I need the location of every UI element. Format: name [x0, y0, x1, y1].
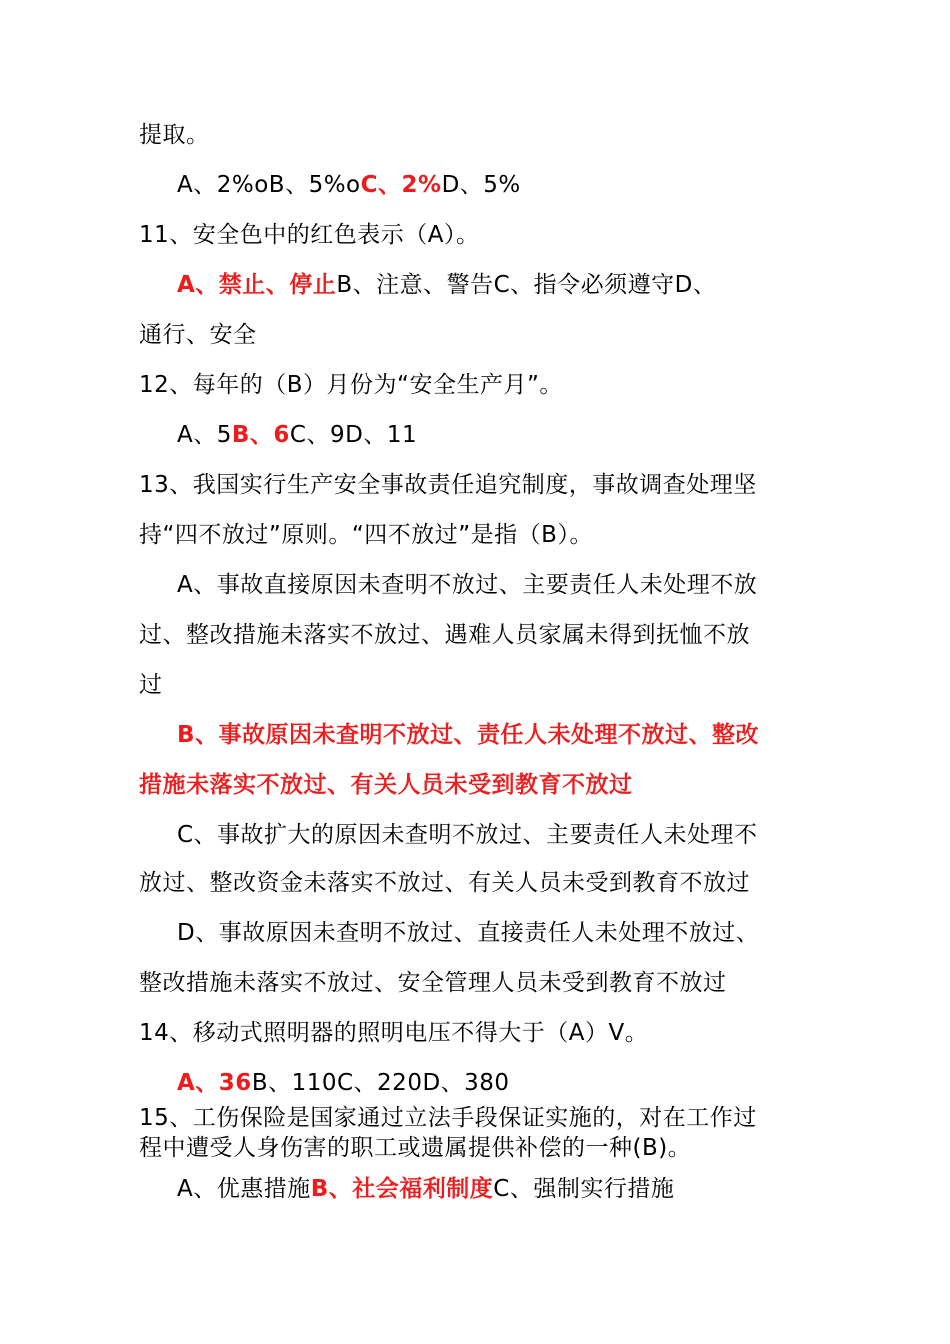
text-line	[139, 968, 839, 998]
correct-answer: A、禁止、停止	[177, 272, 337, 298]
question-11	[139, 220, 839, 250]
correct-answer: A、36	[177, 1070, 252, 1096]
question-text: 程中遭受人身伤害的职工或遗属提供补偿的一种(B)。	[139, 1135, 692, 1161]
text-line	[139, 1133, 839, 1163]
option-a	[177, 570, 877, 600]
option-b-correct	[177, 720, 877, 750]
options-line	[177, 1174, 877, 1204]
text-line	[139, 670, 839, 700]
option-c	[177, 820, 877, 850]
question-text: 持“四不放过”原则。“四不放过”是指（B）。	[139, 522, 593, 548]
text-line	[139, 770, 839, 800]
option-text: 过、整改措施未落实不放过、遇难人员家属未得到抚恤不放	[139, 622, 750, 648]
question-text: 12、每年的（B）月份为“安全生产月”。	[139, 372, 563, 398]
correct-answer: C、2%	[360, 172, 442, 198]
options-line	[177, 270, 877, 300]
line-text: 提取。	[139, 122, 210, 148]
option-text: 通行、安全	[139, 322, 257, 348]
option-text: A、事故直接原因未查明不放过、主要责任人未处理不放	[177, 572, 758, 598]
option-text: D、5%	[441, 172, 521, 198]
correct-answer: B、社会福利制度	[310, 1176, 494, 1202]
question-text: 11、安全色中的红色表示（A）。	[139, 222, 480, 248]
text-line	[139, 520, 839, 550]
question-13	[139, 470, 839, 500]
option-text: 放过、整改资金未落实不放过、有关人员未受到教育不放过	[139, 870, 750, 896]
question-text: 15、工伤保险是国家通过立法手段保证实施的，对在工作过	[139, 1105, 757, 1131]
option-text: A、2%oB、5%o	[177, 172, 361, 198]
text-line	[139, 320, 839, 350]
text-line	[139, 120, 839, 150]
correct-answer: B、事故原因未查明不放过、责任人未处理不放过、整改	[177, 722, 760, 748]
options-line	[177, 420, 877, 450]
text-line	[139, 620, 839, 650]
question-14	[139, 1018, 839, 1048]
option-d	[177, 918, 877, 948]
option-text: A、5	[177, 422, 232, 448]
correct-answer: B、6	[231, 422, 290, 448]
option-text: C、强制实行措施	[493, 1176, 675, 1202]
question-text: 13、我国实行生产安全事故责任追究制度，事故调查处理坚	[139, 472, 757, 498]
question-12	[139, 370, 839, 400]
option-text: B、注意、警告C、指令必须遵守D、	[336, 272, 717, 298]
option-text: A、优惠措施	[177, 1176, 311, 1202]
question-text: 14、移动式照明器的照明电压不得大于（A）V。	[139, 1020, 649, 1046]
text-line	[139, 868, 839, 898]
options-line	[177, 1068, 877, 1098]
correct-answer: 措施未落实不放过、有关人员未受到教育不放过	[139, 772, 633, 798]
option-text: C、事故扩大的原因未查明不放过、主要责任人未处理不	[177, 822, 758, 848]
option-text: 整改措施未落实不放过、安全管理人员未受到教育不放过	[139, 970, 727, 996]
option-text: 过	[139, 672, 163, 698]
question-15	[139, 1103, 839, 1133]
option-text: B、110C、220D、380	[251, 1070, 510, 1096]
options-line	[177, 170, 877, 200]
option-text: C、9D、11	[289, 422, 418, 448]
option-text: D、事故原因未查明不放过、直接责任人未处理不放过、	[177, 920, 760, 946]
